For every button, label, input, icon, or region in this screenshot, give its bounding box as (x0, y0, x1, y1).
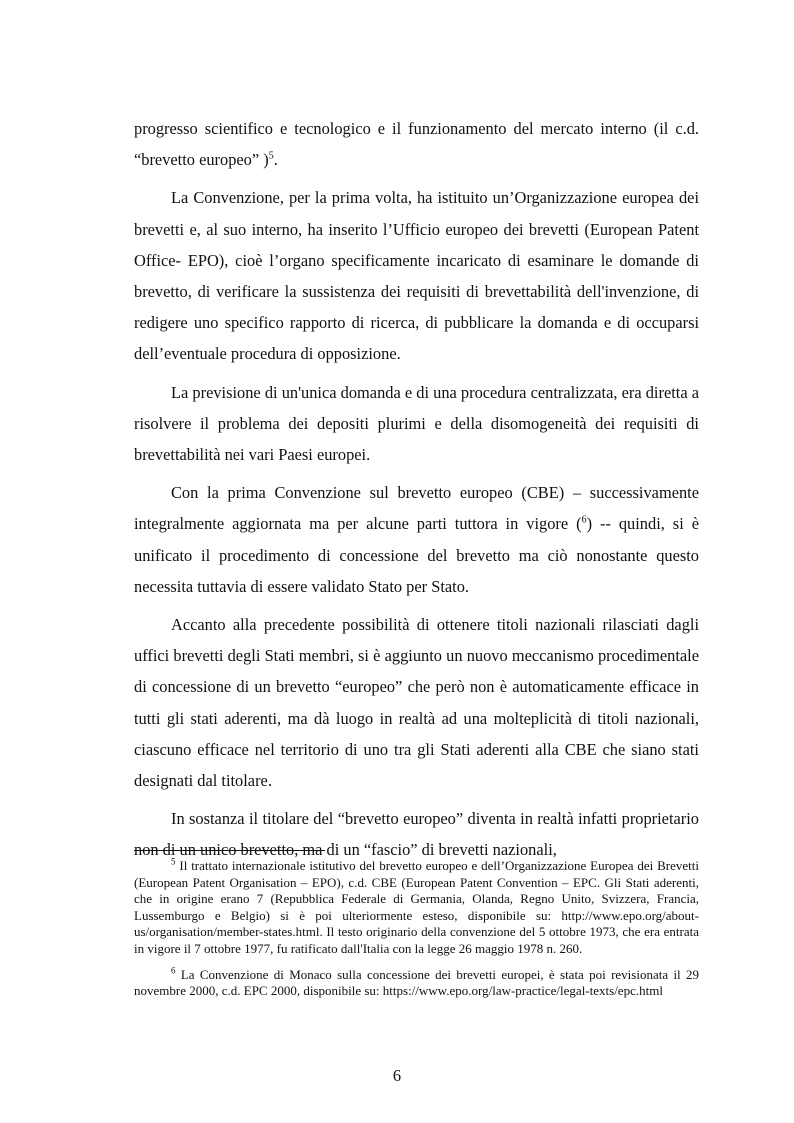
footnote-text: Il trattato internazionale istitutivo del brevetto europeo e dell’Organizzazione Europea dei Brevetti (European Patent Organisation – EPO), c.d. CBE (European Patent Convention – EPC. Gli Stati aderenti, che in origine erano 7 (Repubblica Federale di Germania, Olanda, Regno Unito, Svizzera, Francia, Lussemburgo e Belgio) si è poi ulteriormente esteso, disponibile su: http://www.epo.org/about-us/organisation/member-states.html. Il testo originario della convenzione del 5 ottobre 1973, che era entrata in vigore il 7 ottobre 1977, fu ratificato dall'Italia con la legge 26 maggio 1978 n. 260. (134, 858, 699, 956)
body-text (134, 113, 699, 873)
footnote-5 (134, 858, 699, 958)
footnote-text: La Convenzione di Monaco sulla concessione dei brevetti europei, è stata poi revisionata il 29 novembre 2000, c.d. EPC 2000, disponibile su: https://www.epo.org/law-practice/legal-texts/epc.html (134, 966, 699, 999)
footnote-number: 6 (171, 965, 176, 976)
paragraph-accanto: Accanto alla precedente possibilità di ottenere titoli nazionali rilasciati dagli uffici brevetti degli Stati membri, si è aggiunto un nuovo meccanismo procedimentale di concessione di un brevetto “europeo” che però non è automaticamente efficace in tutti gli stati aderenti, ma dà luogo in realtà ad una molteplicità di titoli nazionali, ciascuno efficace nel territorio di uno tra gli Stati aderenti alla CBE che siano stati designati dal titolare. (134, 615, 699, 791)
footnote-number: 5 (171, 856, 176, 867)
paragraph-convenzione: La Convenzione, per la prima volta, ha istituito un’Organizzazione europea dei brevetti e, al suo interno, ha inserito l’Ufficio europeo dei brevetti (European Patent Office- EPO), cioè l’organo specificamente incaricato di esaminare le domande di brevetto, di verificare la sussistenza dei requisiti di brevettabilità dell'invenzione, di redigere uno specifico rapporto di ricerca, di pubblicare la domanda e di occuparsi dell’eventuale procedura di opposizione. (134, 188, 699, 364)
paragraph-cbe (134, 477, 699, 602)
paragraph-text: ) -- quindi, si è unificato il procedimento di concessione del brevetto ma ciò nonostante questo necessita tuttavia di essere validato Stato per Stato. (134, 514, 699, 596)
paragraph-previsione: La previsione di un'unica domanda e di una procedura centralizzata, era diretta a risolvere il problema dei depositi plurimi e della disomogeneità dei requisiti di brevettabilità nei vari Paesi europei. (134, 382, 699, 465)
paragraph-end: . (273, 150, 278, 170)
footnote-separator (134, 850, 325, 851)
paragraph-text: Con la prima Convenzione sul brevetto europeo (CBE) – successivamente integralmente aggiornata ma per alcune parti tuttora in vigore ( (134, 483, 699, 534)
footnote-ref-5: 5 (268, 150, 274, 162)
footnote-ref-6: 6 (581, 514, 587, 526)
paragraph-sostanza: In sostanza il titolare del “brevetto europeo” diventa in realtà infatti proprietario non di un unico brevetto, ma di un “fascio” di brevetti nazionali, (134, 809, 699, 860)
paragraph-text: progresso scientifico e tecnologico e il funzionamento del mercato interno (il c.d. “brevetto europeo” ) (134, 119, 699, 170)
paragraph-continued (134, 113, 699, 175)
page-number: 6 (392, 1066, 402, 1085)
footnotes (134, 858, 699, 1009)
footnote-6 (134, 967, 699, 1000)
